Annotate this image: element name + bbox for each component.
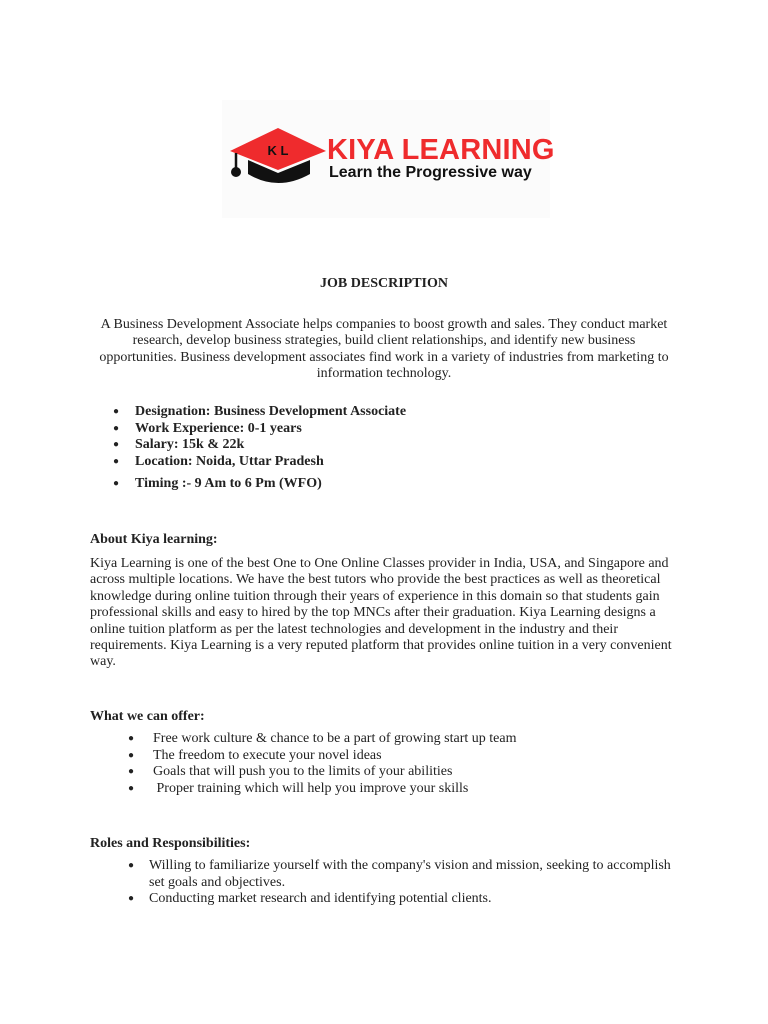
offer-heading: What we can offer:	[90, 709, 205, 724]
intro-paragraph: A Business Development Associate helps companies to boost growth and sales. They conduct market research, develop business strategies, build client relationships, and identify new business opportunities. Business development associates find work in a variety of industries from marketing to information technology.	[99, 317, 669, 381]
list-item: ● Free work culture & chance to be a part of growing start up team	[128, 731, 517, 746]
logo-tagline: Learn the Progressive way	[329, 164, 532, 181]
company-logo	[222, 100, 555, 218]
offer-list	[128, 731, 693, 797]
list-item: ● Proper training which will help you improve your skills	[128, 780, 469, 796]
logo-title: KIYA LEARNING	[327, 134, 555, 166]
bullet-icon: ●	[128, 733, 135, 744]
bullet-icon: ●	[113, 422, 120, 434]
graduation-cap-icon	[226, 126, 326, 188]
bullet-icon: ●	[128, 782, 135, 794]
list-item: ● Goals that will push you to the limits of your abilities	[128, 764, 453, 779]
bullet-icon: ●	[128, 766, 135, 777]
list-item: ● The freedom to execute your novel ideas	[128, 747, 382, 763]
job-details-list	[113, 404, 695, 493]
about-paragraph: Kiya Learning is one of the best One to One Online Classes provider in India, USA, and Singapore and across multiple locations. We have the best tutors who provide the best practices as well as theoretical knowledge during online tuition through their years of experience in this domain so that students gain professional skills and easy to hired by the top MNCs after their graduation. Kiya Learning designs a online tuition platform as per the latest technologies and development in the industry and their requirements. Kiya Learning is a very reputed platform that provides online tuition in a very convenient way.	[90, 556, 672, 670]
page-title: JOB DESCRIPTION	[320, 276, 448, 291]
bullet-icon: ●	[113, 455, 120, 467]
list-item: ● Willing to familiarize yourself with the company's vision and mission, seeking to accomplish set goals and objectives.	[128, 858, 671, 890]
roles-list	[128, 858, 679, 908]
logo-badge-text: K L	[267, 143, 289, 158]
bullet-icon: ●	[113, 406, 120, 417]
list-item: ● Location: Noida, Uttar Pradesh	[113, 453, 324, 469]
bullet-icon: ●	[128, 893, 135, 904]
list-item: ● Designation: Business Development Associate	[113, 404, 407, 419]
roles-heading: Roles and Responsibilities:	[90, 836, 251, 851]
list-item: ● Salary: 15k & 22k	[113, 437, 245, 452]
bullet-icon: ●	[128, 749, 135, 761]
bullet-icon: ●	[113, 478, 120, 489]
bullet-icon: ●	[128, 860, 135, 871]
about-heading: About Kiya learning:	[90, 532, 218, 547]
list-item: ● Conducting market research and identifying potential clients.	[128, 891, 492, 906]
bullet-icon: ●	[113, 439, 120, 450]
list-item: ● Timing :- 9 Am to 6 Pm (WFO)	[113, 476, 322, 491]
list-item: ● Work Experience: 0-1 years	[113, 420, 302, 436]
